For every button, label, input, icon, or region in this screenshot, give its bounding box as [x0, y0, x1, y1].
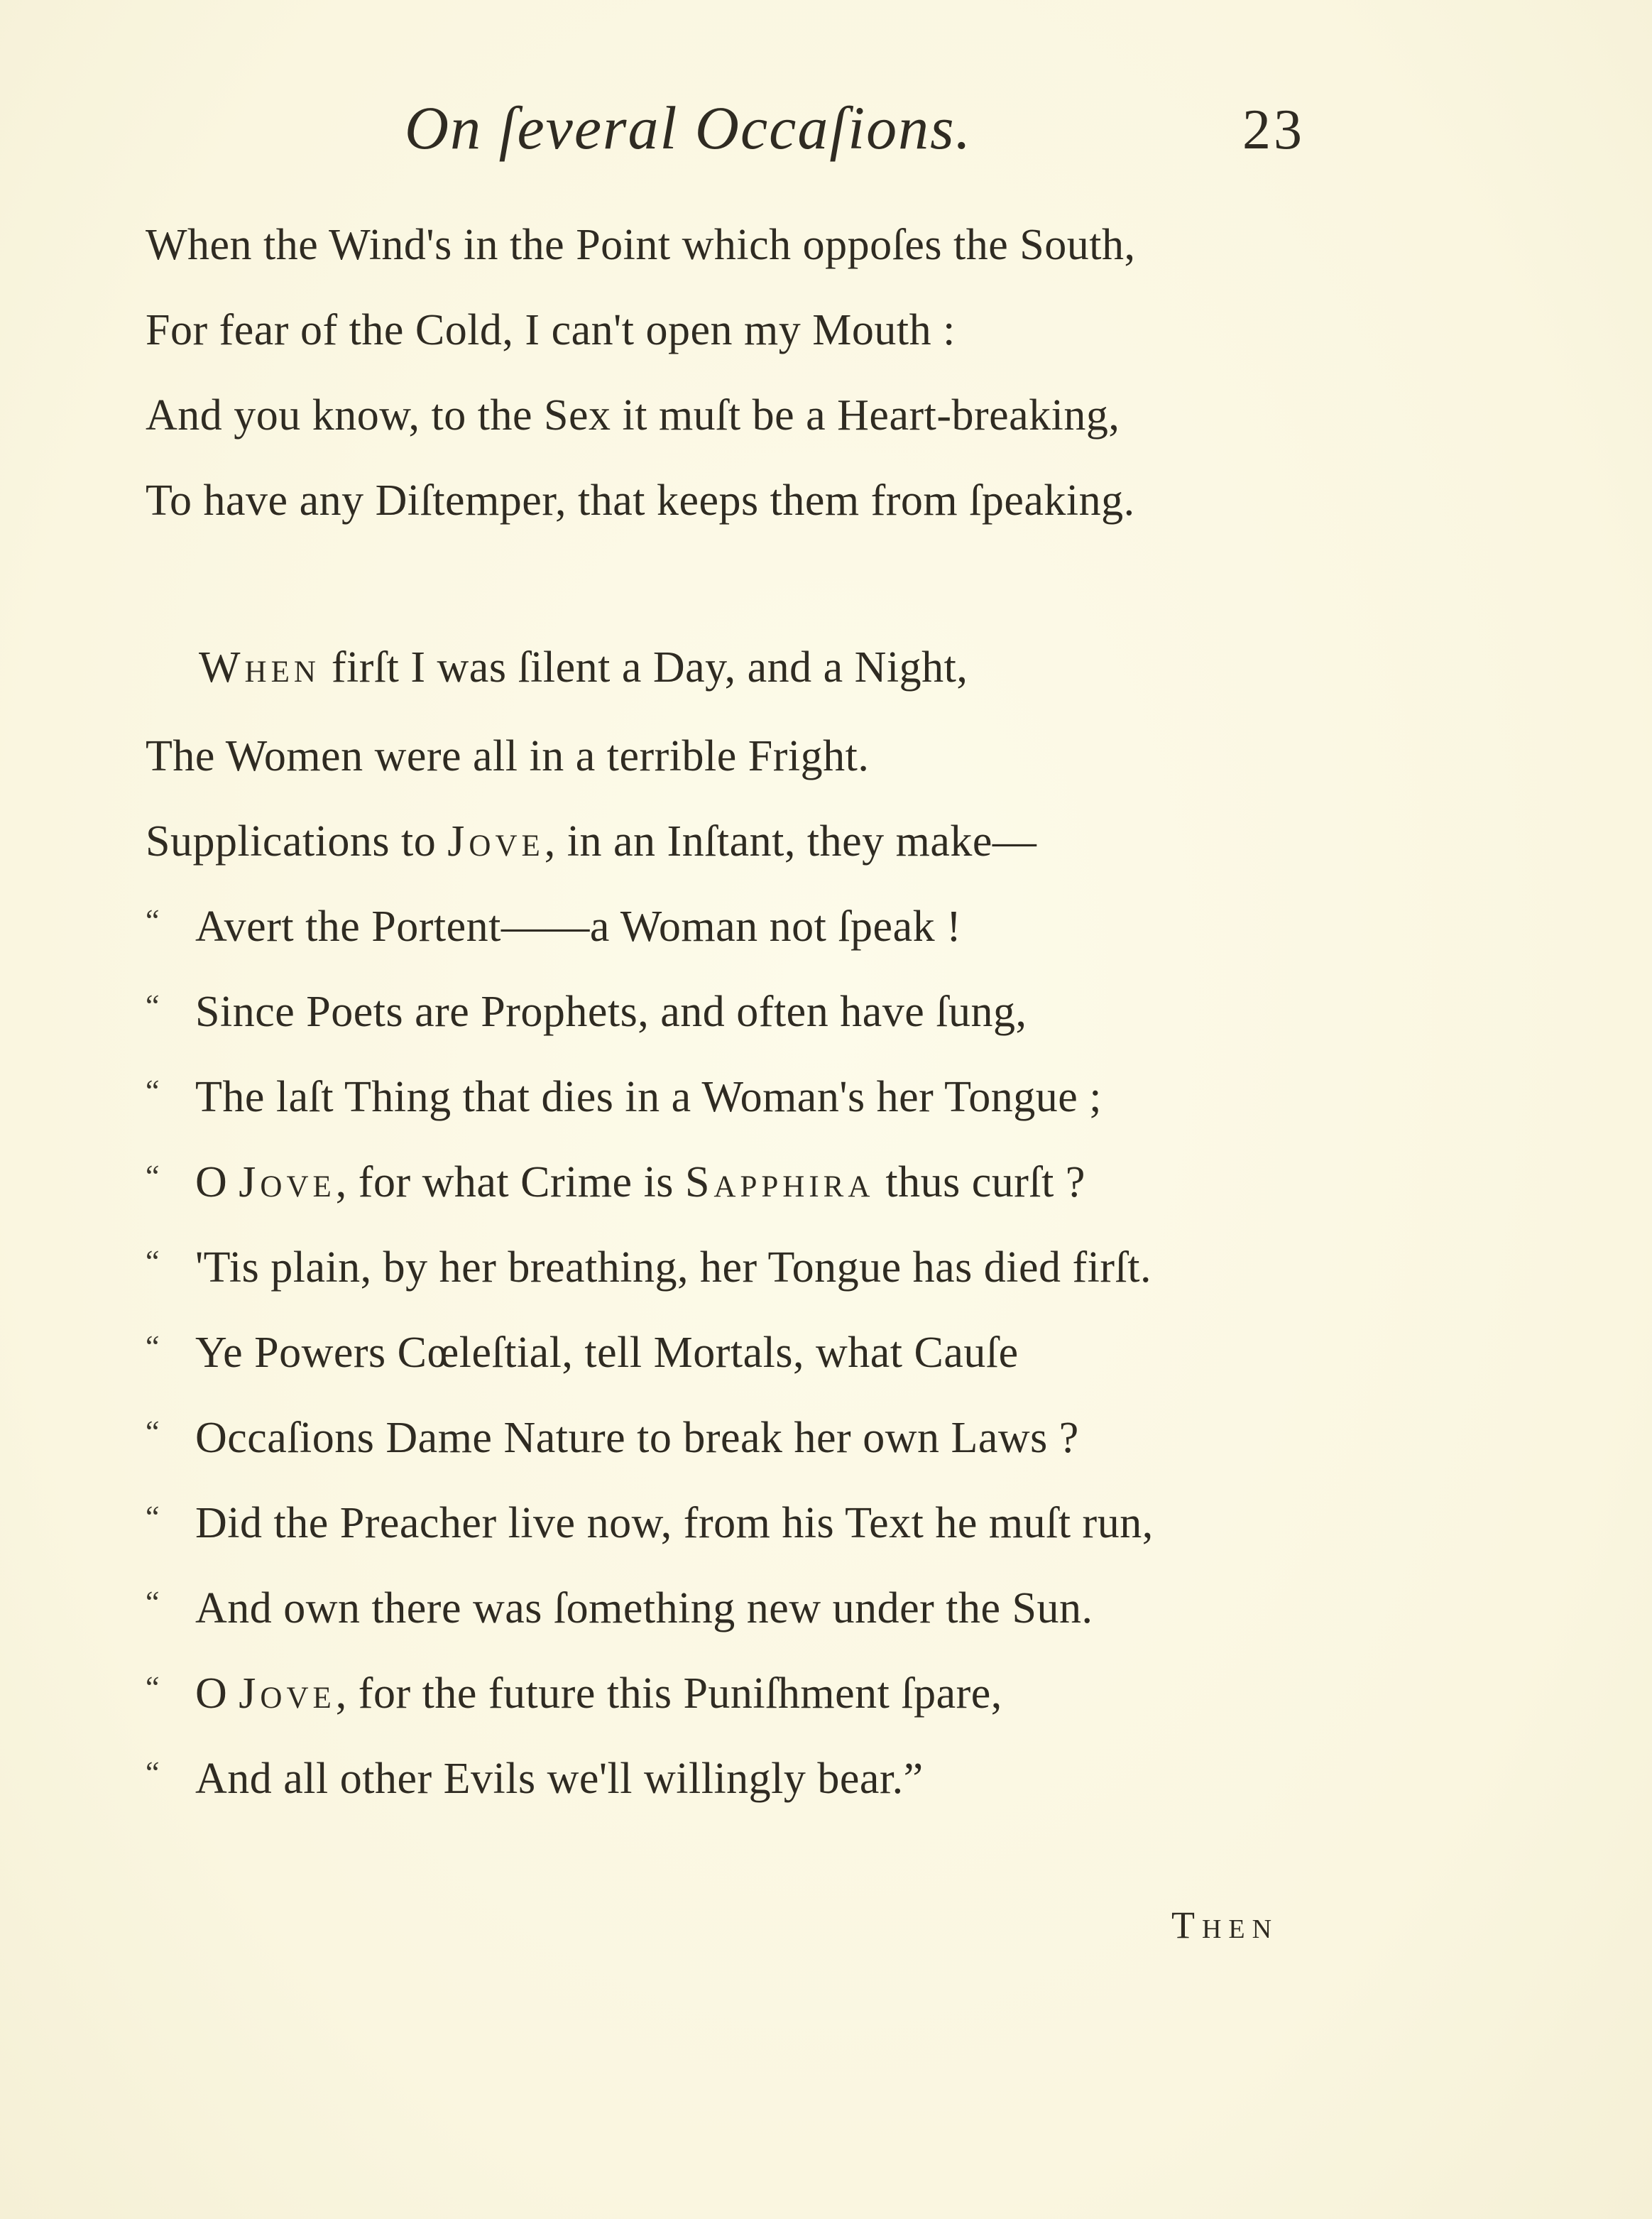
poem-line	[146, 1072, 1102, 1123]
line-text: And all other Evils we'll willingly bear.”	[195, 1755, 924, 1803]
quote-mark: “	[146, 1074, 160, 1108]
line-text: And own there was ſomething new under the Sun.	[195, 1584, 1093, 1632]
line-text: The laſt Thing that dies in a Woman's her Tongue ;	[195, 1073, 1102, 1121]
quote-mark: “	[146, 1755, 160, 1790]
poem-line: The Women were all in a terrible Fright.	[146, 732, 870, 780]
poem-line	[146, 902, 961, 952]
stanza-lead-word: When	[199, 643, 320, 692]
line-text: firſt I was ſilent a Day, and a Night,	[319, 643, 968, 692]
poem-line	[146, 1754, 924, 1804]
line-text: Avert the Portent——a Woman not ſpeak !	[195, 903, 962, 951]
line-text: , for what Crime is	[335, 1158, 685, 1206]
quote-mark: “	[146, 1670, 160, 1705]
poem-line	[146, 1157, 1085, 1208]
poem-line	[146, 1328, 1019, 1378]
quote-mark: “	[146, 1159, 160, 1194]
line-text: Ye Powers Cœleſtial, tell Mortals, what Cauſe	[195, 1329, 1019, 1377]
poem-line	[199, 643, 968, 693]
line-text: Supplications to	[146, 817, 448, 866]
line-text: thus curſt ?	[874, 1158, 1085, 1206]
line-text: , for the future this Puniſhment ſpare,	[335, 1669, 1002, 1718]
quote-mark: “	[146, 1585, 160, 1620]
name-sapphira: Sapphira	[684, 1158, 875, 1206]
quote-mark: “	[146, 1244, 160, 1279]
line-text: Did the Preacher live now, from his Text he muſt run,	[195, 1499, 1154, 1547]
poem-line	[146, 817, 1036, 867]
name-jove: Jove	[239, 1669, 336, 1718]
catchword: Then	[1171, 1904, 1279, 1946]
page-header	[0, 92, 1652, 178]
poem-line	[146, 987, 1027, 1037]
quote-mark: “	[146, 1500, 160, 1534]
poem-line: For fear of the Cold, I can't open my Mouth :	[146, 306, 956, 354]
line-text: O	[195, 1158, 239, 1206]
quote-mark: “	[146, 988, 160, 1023]
line-text: O	[195, 1669, 239, 1718]
line-text: Occaſions Dame Nature to break her own Laws ?	[195, 1414, 1079, 1462]
poem-line	[146, 1669, 1002, 1719]
line-text: , in an Inſtant, they make—	[544, 817, 1037, 866]
poem-line	[146, 1583, 1093, 1634]
poem-line: To have any Diſtemper, that keeps them from ſpeaking.	[146, 476, 1135, 525]
quote-mark: “	[146, 903, 160, 938]
name-jove: Jove	[447, 817, 545, 866]
page-number: 23	[1242, 99, 1305, 161]
quote-mark: “	[146, 1329, 160, 1364]
running-title: On ſeveral Occaſions.	[405, 94, 973, 162]
poem-line: When the Wind's in the Point which oppoſes the South,	[146, 221, 1136, 269]
poem-line	[146, 1498, 1154, 1549]
poem-line	[146, 1413, 1079, 1463]
line-text: Since Poets are Prophets, and often have ſung,	[195, 988, 1027, 1036]
name-jove: Jove	[239, 1158, 336, 1206]
line-text: 'Tis plain, by her breathing, her Tongue has died firſt.	[195, 1243, 1152, 1292]
poem-line: And you know, to the Sex it muſt be a Heart-breaking,	[146, 391, 1120, 440]
poem-line	[146, 1243, 1152, 1293]
quote-mark: “	[146, 1414, 160, 1449]
